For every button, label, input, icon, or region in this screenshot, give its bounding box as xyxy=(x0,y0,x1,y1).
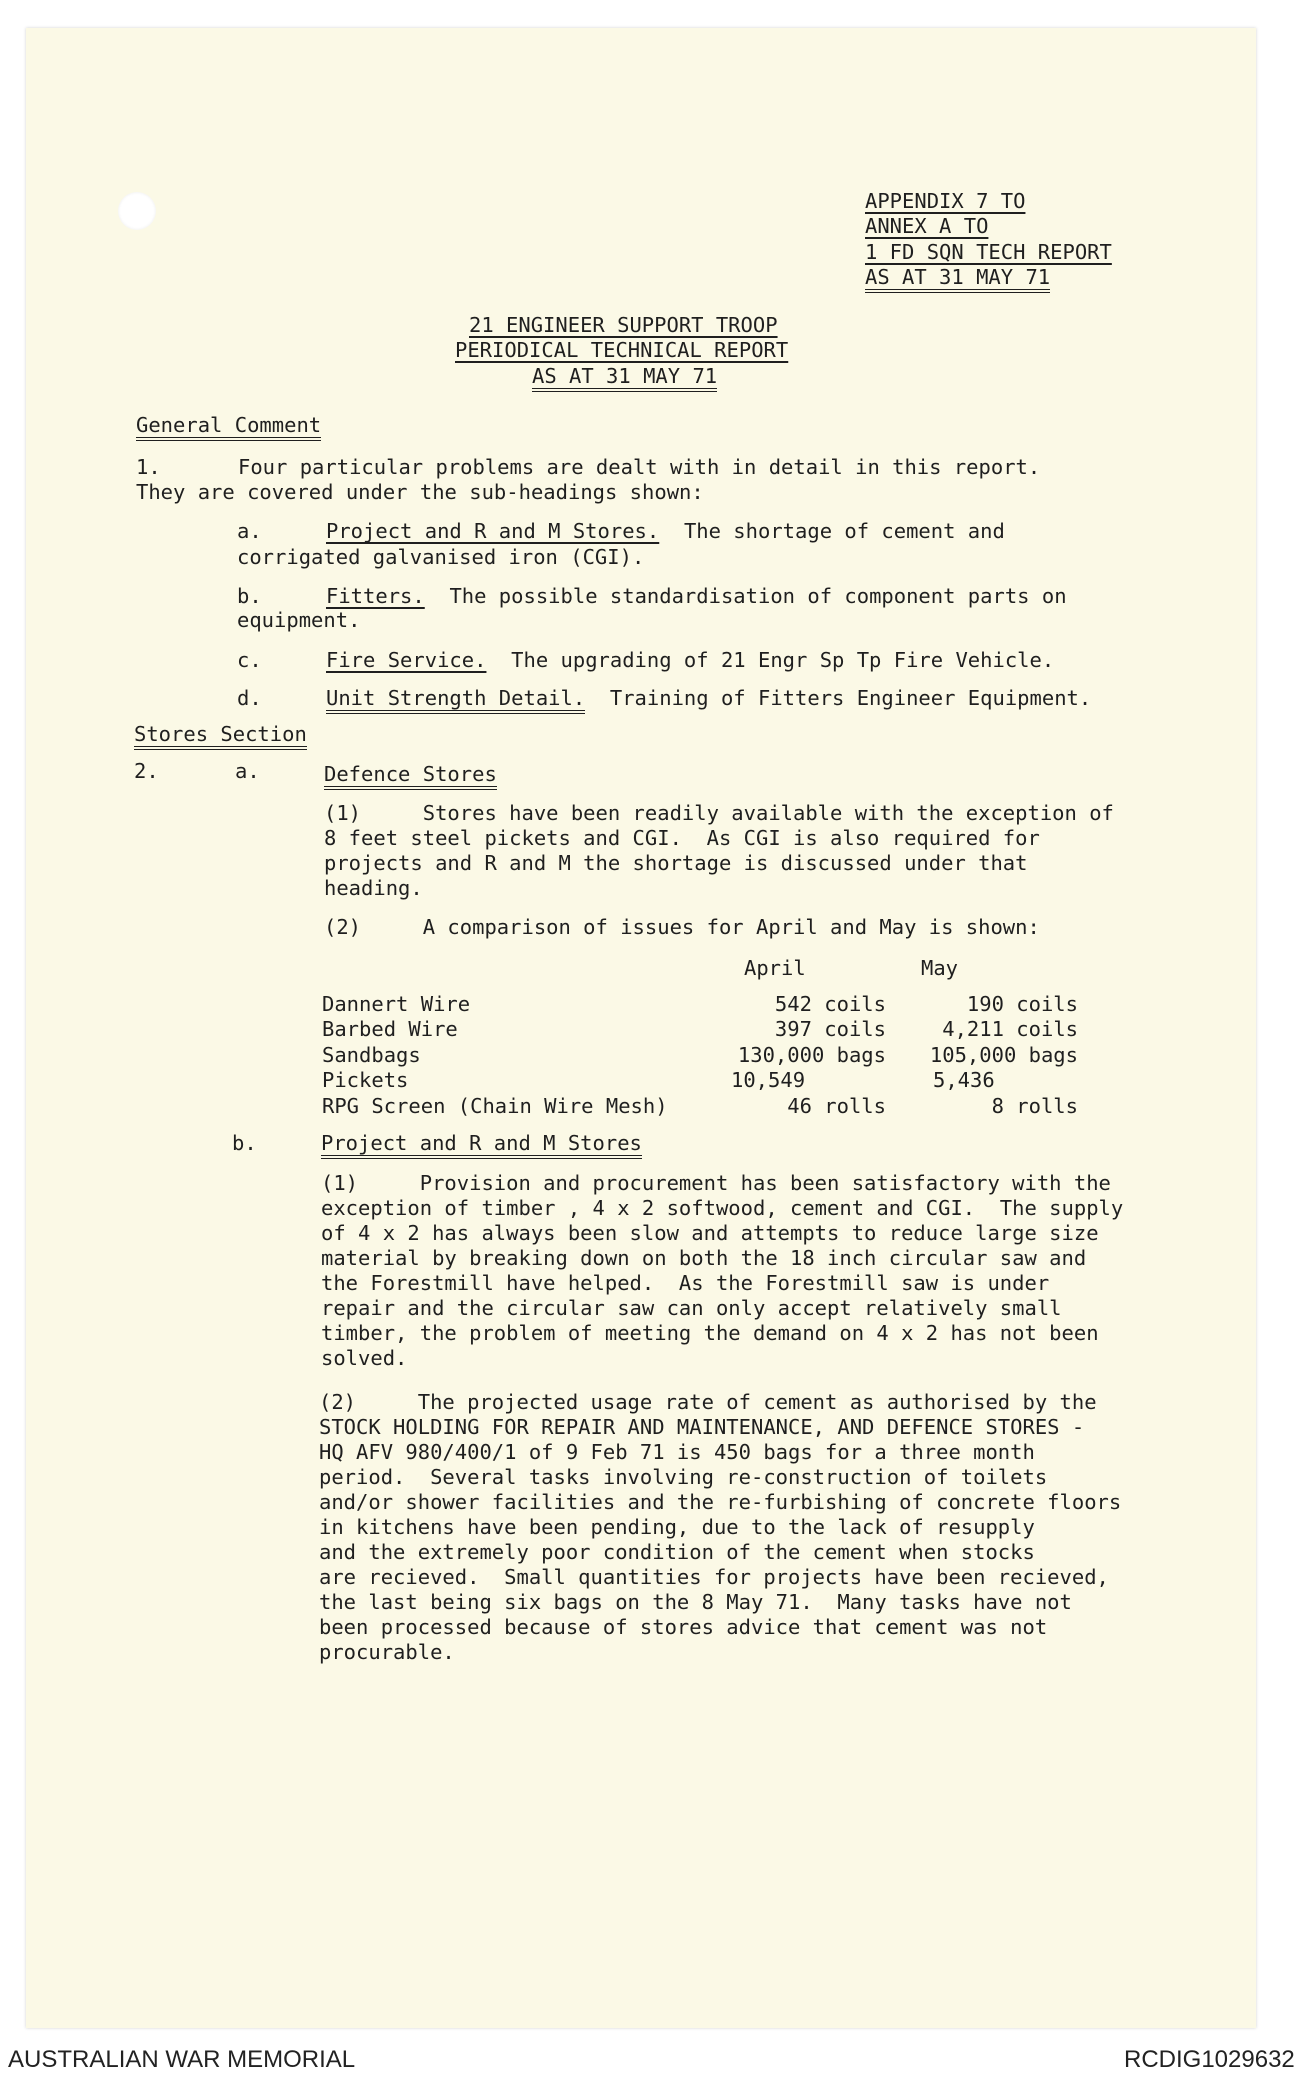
para-2-number: 2. xyxy=(134,759,159,783)
item-c-text: Fire Service. The upgrading of 21 Engr Sp Tp Fire Vehicle. xyxy=(326,648,1055,672)
punch-hole xyxy=(118,192,156,230)
defence-stores-heading: Defence Stores xyxy=(324,762,497,790)
table-row-item: RPG Screen (Chain Wire Mesh) xyxy=(322,1094,668,1118)
stores-a-letter: a. xyxy=(235,759,260,783)
project-stores-para-1: (1) Provision and procurement has been satisfactory with the exception of timber , 4 x 2 softwood, cement and CGI. The supply of 4 x 2 has always been slow and attempts to reduce large size material by breaking down on both the 18 inch circular saw and the Forestmill have helped. As the Forestmill saw is under repair and the circular saw can only accept relatively small timber, the problem of meeting the demand on 4 x 2 has not been solved. xyxy=(321,1171,1124,1370)
column-header-may: May xyxy=(921,956,959,980)
stores-b-letter: b. xyxy=(232,1131,257,1155)
appendix-ref-line3: 1 FD SQN TECH REPORT xyxy=(865,240,1112,264)
footer-institution: AUSTRALIAN WAR MEMORIAL xyxy=(8,2046,356,2073)
title-line3: AS AT 31 MAY 71 xyxy=(532,364,717,392)
para-1-line2: They are covered under the sub-headings shown: xyxy=(136,480,704,504)
table-row-may: 4,211 coils xyxy=(942,1017,1078,1041)
table-row-item: Pickets xyxy=(322,1068,409,1092)
table-row-item: Barbed Wire xyxy=(322,1017,458,1041)
project-stores-heading: Project and R and M Stores xyxy=(321,1131,642,1159)
para-1-line1: Four particular problems are dealt with in detail in this report. xyxy=(238,455,1041,479)
defence-stores-para-1: (1) Stores have been readily available with the exception of 8 feet steel pickets and CGI. As CGI is also required for projects and R and M the shortage is discussed under that heading. xyxy=(324,801,1114,900)
title-line2: PERIODICAL TECHNICAL REPORT xyxy=(455,338,789,362)
item-d-text: Unit Strength Detail. Training of Fitters Engineer Equipment. xyxy=(326,686,1091,714)
table-row-may: 5,436 xyxy=(933,1068,995,1092)
table-row-item: Dannert Wire xyxy=(322,992,471,1016)
item-c-letter: c. xyxy=(237,648,262,672)
item-d-letter: d. xyxy=(237,686,262,710)
appendix-ref-line4: AS AT 31 MAY 71 xyxy=(865,265,1050,293)
column-header-april: April xyxy=(744,956,806,980)
title-line1: 21 ENGINEER SUPPORT TROOP xyxy=(469,313,778,337)
project-stores-para-2: (2) The projected usage rate of cement as authorised by the STOCK HOLDING FOR REPAIR AND MAINTENANCE, AND DEFENCE STORES - HQ AFV 980/400/1 of 9 Feb 71 is 450 bags for a three month period. Several tasks involving re-construction of toilets and/or shower facilities and the re-furbishing of concrete floors in kitchens have been pending, due to the lack of resupply and the extremely poor condition of the cement when stocks are recieved. Small quantities for projects have been recieved, the last being six bags on the 8 May 71. Many tasks have not been processed because of stores advice that cement was not procurable. xyxy=(319,1390,1122,1664)
item-a-text-cont: corrigated galvanised iron (CGI). xyxy=(237,545,645,569)
defence-stores-para-2: (2) A comparison of issues for April and May is shown: xyxy=(324,915,1040,939)
appendix-ref-line1: APPENDIX 7 TO xyxy=(865,189,1026,213)
item-b-text-cont: equipment. xyxy=(237,608,361,632)
item-b-text: Fitters. The possible standardisation of component parts on xyxy=(326,584,1067,608)
stores-section-heading: Stores Section xyxy=(134,722,307,750)
item-a-text: Project and R and M Stores. The shortage of cement and xyxy=(326,519,1005,543)
appendix-ref-line2: ANNEX A TO xyxy=(865,214,989,238)
general-comment-heading: General Comment xyxy=(136,413,321,441)
table-row-may: 105,000 bags xyxy=(929,1043,1078,1067)
item-a-letter: a. xyxy=(237,519,262,543)
footer-record-id: RCDIG1029632 xyxy=(1124,2046,1295,2073)
table-row-april: 46 rolls xyxy=(787,1094,886,1118)
table-row-april: 10,549 xyxy=(731,1068,806,1092)
table-row-april: 130,000 bags xyxy=(737,1043,886,1067)
para-1-number: 1. xyxy=(136,455,161,479)
item-b-letter: b. xyxy=(237,584,262,608)
table-row-item: Sandbags xyxy=(322,1043,421,1067)
table-row-april: 542 coils xyxy=(774,992,886,1016)
table-row-may: 8 rolls xyxy=(991,1094,1078,1118)
table-row-may: 190 coils xyxy=(966,992,1078,1016)
table-row-april: 397 coils xyxy=(774,1017,886,1041)
